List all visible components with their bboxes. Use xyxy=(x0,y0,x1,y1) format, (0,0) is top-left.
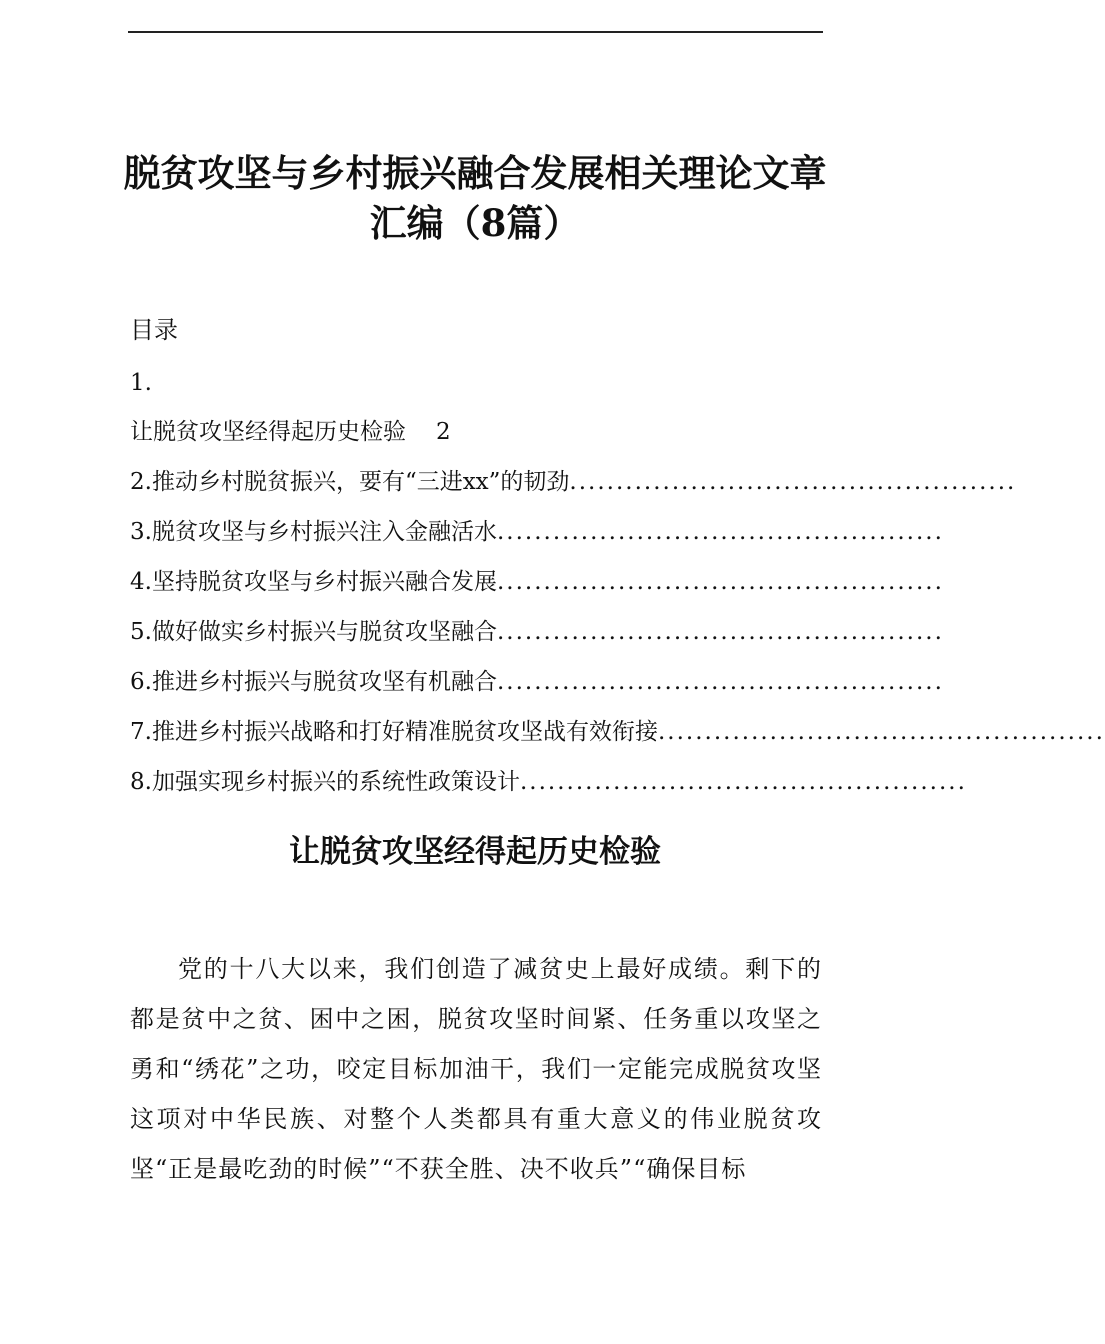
toc-item-1[interactable] xyxy=(130,415,451,449)
toc-leader-dots: ................................................ xyxy=(496,619,944,645)
section-paragraph: 党的十八大以来，我们创造了减贫史上最好成绩。剩下的都是贫中之贫、困中之困，脱贫攻坚时间紧、任务重以攻坚之勇和“绣花”之功，咬定目标加油干，我们一定能完成脱贫攻坚这项对中华民族、对整个人类都具有重大意义的伟业脱贫攻坚“正是最吃劲的时候”“不获全胜、决不收兵”“确保目标 xyxy=(130,955,822,1183)
toc-leader-dots: ................................................ xyxy=(496,519,944,545)
toc-item-7[interactable] xyxy=(130,715,1105,749)
toc-item-3[interactable] xyxy=(130,515,950,549)
toc-leader-dots: ................................................ xyxy=(496,669,944,695)
toc-item-8[interactable] xyxy=(130,765,967,799)
toc-leader-dots: ................................................ xyxy=(496,569,944,595)
section-title: 让脱贫攻坚经得起历史检验 xyxy=(289,834,661,870)
toc-item-text: 8.加强实现乡村振兴的系统性政策设计 xyxy=(130,769,520,795)
toc-item-text: 4.坚持脱贫攻坚与乡村振兴融合发展 xyxy=(130,569,497,595)
toc-leader-dots: ................................................ xyxy=(569,469,1017,495)
toc-heading: 目录 xyxy=(130,316,178,344)
toc-leader-dots: ................................................ xyxy=(519,769,967,795)
document-title xyxy=(110,148,840,248)
document-title-line-1: 脱贫攻坚与乡村振兴融合发展相关理论文章 xyxy=(123,151,827,195)
toc-item-4[interactable] xyxy=(130,565,950,599)
toc-item-1-number: 1. xyxy=(130,370,152,396)
document-title-line-2: 汇编（8篇） xyxy=(369,201,581,245)
toc-item-5[interactable] xyxy=(130,615,950,649)
toc-item-text: 7.推进乡村振兴战略和打好精准脱贫攻坚战有效衔接 xyxy=(130,719,658,745)
toc-item-2[interactable] xyxy=(130,465,1017,499)
toc-item-1-page: 2 xyxy=(436,419,451,445)
toc-item-text: 5.做好做实乡村振兴与脱贫攻坚融合 xyxy=(130,619,497,645)
toc-leader-dots: ................................................ xyxy=(657,719,1105,745)
toc-item-6[interactable] xyxy=(130,665,950,699)
toc-item-text: 3.脱贫攻坚与乡村振兴注入金融活水 xyxy=(130,519,497,545)
toc-item-text: 6.推进乡村振兴与脱贫攻坚有机融合 xyxy=(130,669,497,695)
toc-item-text: 2.推动乡村脱贫振兴，要有“三进xx”的韧劲 xyxy=(130,469,570,495)
toc-item-1-text: 让脱贫攻坚经得起历史检验 xyxy=(130,419,406,445)
header-rule xyxy=(128,31,823,33)
